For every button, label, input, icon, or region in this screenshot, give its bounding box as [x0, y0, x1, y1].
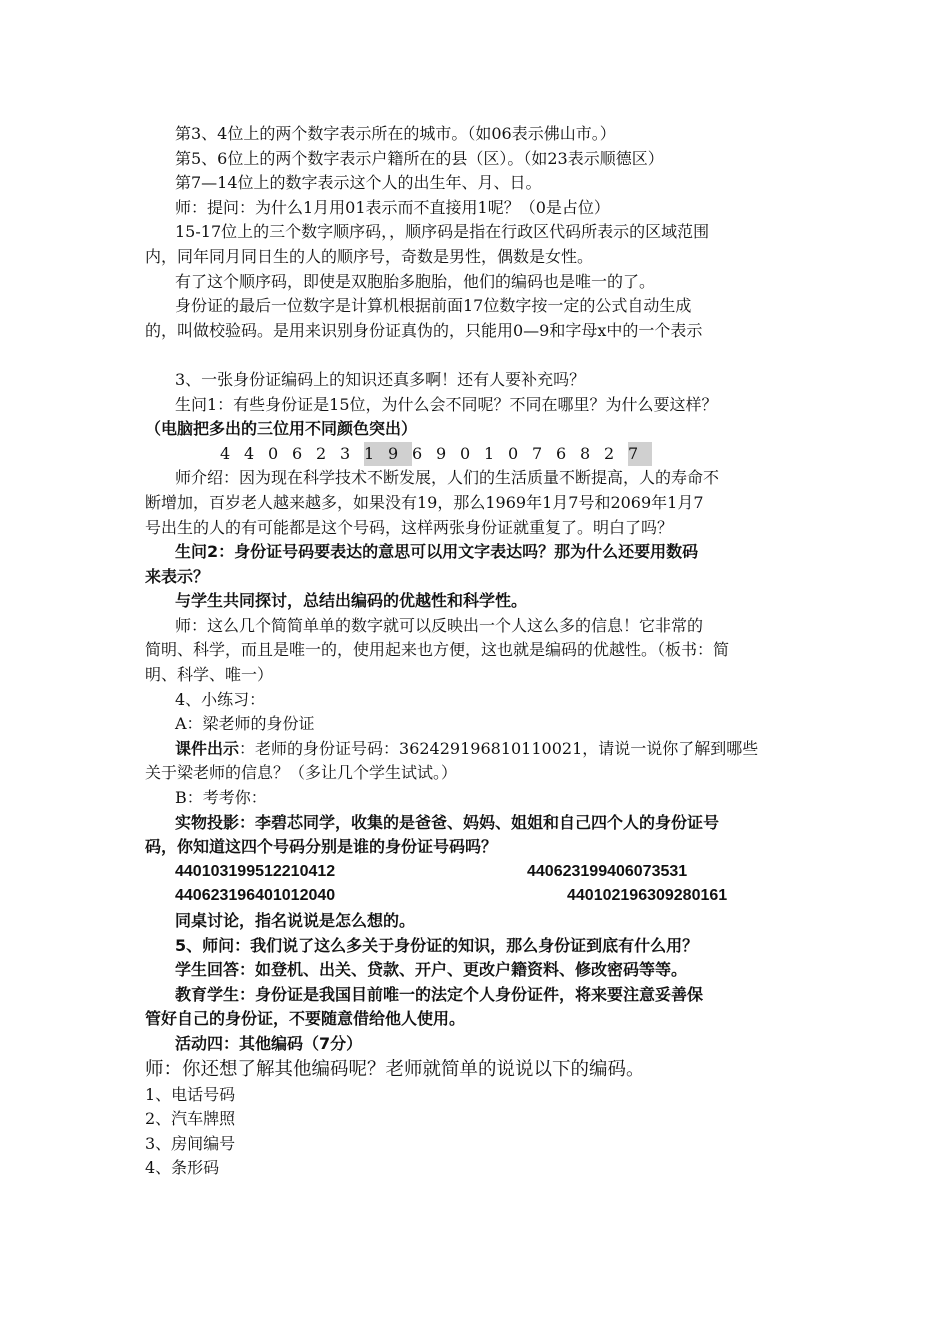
text-line: 的，叫做校验码。是用来识别身份证真伪的，只能用0—9和字母x中的一个表示	[145, 320, 703, 340]
list-item: 3、房间编号	[145, 1133, 236, 1153]
education-line: 教育学生：身份证是我国目前唯一的法定个人身份证件，将来要注意妥善保	[175, 984, 704, 1004]
id-digit: 4	[220, 443, 231, 463]
section-5-title: 5、师问：我们说了这么多关于身份证的知识，那么身份证到底有什么用？	[175, 935, 699, 955]
text-line: 师：提问：为什么1月用01表示而不直接用1呢？（0是占位）	[175, 197, 610, 217]
id-digit: 7	[532, 443, 543, 463]
text-line: 断增加，百岁老人越来越多，如果没有19，那么1969年1月7号和2069年1月7	[145, 492, 704, 512]
exercise-a: A：梁老师的身份证	[175, 714, 315, 734]
id-digits-row	[145, 442, 810, 467]
highlighted-digit: 1	[364, 442, 388, 467]
text-line: 内，同年同月同日生的人的顺序号，奇数是男性，偶数是女性。	[145, 246, 594, 266]
id-numbers-row-1	[145, 860, 810, 885]
student-answer: 学生回答：如登机、出关、贷款、开户、更改户籍资料、修改密码等等。	[175, 960, 688, 980]
id-number: 440623196401012040	[175, 887, 336, 905]
text-line: 简明、科学，而且是唯一的，使用起来也方便，这也就是编码的优越性。（板书：简	[145, 640, 730, 660]
courseware-line	[145, 737, 810, 762]
text-line: 师：这么几个简简单单的数字就可以反映出一个人这么多的信息！它非常的	[175, 615, 704, 635]
text-line: 号出生的人的有可能都是这个号码，这样两张身份证就重复了。明白了吗？	[145, 517, 674, 537]
id-digit: 0	[460, 443, 471, 463]
text-line: 明、科学、唯一）	[145, 665, 274, 685]
other-codes-intro: 师：你还想了解其他编码呢？老师就简单的说说以下的编码。	[145, 1058, 645, 1080]
text-line: 师介绍：因为现在科学技术不断发展，人们的生活质量不断提高，人的寿命不	[175, 468, 720, 488]
courseware-text: ：老师的身份证号码：362429196810110021，请说一说你了解到哪些	[239, 738, 759, 758]
list-item: 2、汽车牌照	[145, 1109, 236, 1129]
id-number: 440102196309280161	[567, 887, 728, 905]
section-3-title: 3、一张身份证编码上的知识还真多啊！还有人要补充吗？	[175, 369, 586, 389]
list-item: 1、电话号码	[145, 1084, 236, 1104]
highlighted-digit: 9	[388, 442, 412, 467]
highlighted-digit: 7	[628, 442, 652, 467]
discussion-line: 与学生共同探讨，总结出编码的优越性和科学性。	[175, 591, 528, 611]
id-digit: 6	[292, 443, 303, 463]
id-digit: 1	[484, 443, 495, 463]
id-number: 440103199512210412	[175, 862, 336, 880]
id-digit: 2	[316, 443, 327, 463]
education-line-cont: 管好自己的身份证，不要随意借给他人使用。	[145, 1009, 466, 1029]
id-digit: 9	[436, 443, 447, 463]
text-line: 有了这个顺序码，即使是双胞胎多胞胎，他们的编码也是唯一的了。	[175, 271, 656, 291]
question-1: 生问1：有些身份证是15位，为什么会不同呢？不同在哪里？为什么要这样？	[175, 394, 718, 414]
text-line: 第5、6位上的两个数字表示户籍所在的县（区）。（如23表示顺德区）	[175, 148, 664, 168]
blank-line	[145, 343, 810, 368]
projection-line: 实物投影：李碧芯同学，收集的是爸爸、妈妈、姐姐和自己四个人的身份证号	[175, 812, 720, 832]
id-digit: 2	[604, 443, 615, 463]
text-line: 第7—14位上的数字表示这个人的出生年、月、日。	[175, 173, 542, 193]
section-4-title: 4、小练习：	[175, 689, 266, 709]
question-2: 生问2：身份证号码要表达的意思可以用文字表达吗？那为什么还要用数码	[175, 542, 699, 562]
deskmate-line: 同桌讨论，指名说说是怎么想的。	[175, 911, 416, 930]
question-2-cont: 来表示？	[145, 566, 210, 586]
text-line: 关于梁老师的信息？（多让几个学生试试。）	[145, 763, 458, 783]
id-digit: 4	[244, 443, 255, 463]
id-digit: 6	[556, 443, 567, 463]
question-1-note: （电脑把多出的三位用不同颜色突出）	[145, 419, 418, 439]
id-digit: 3	[340, 443, 351, 463]
id-digit: 0	[508, 443, 519, 463]
id-digit: 8	[580, 443, 591, 463]
id-numbers-row-2	[145, 884, 810, 909]
list-item: 4、条形码	[145, 1158, 220, 1178]
id-digit: 6	[412, 443, 423, 463]
id-number: 440623199406073531	[527, 862, 688, 880]
courseware-label: 课件出示	[175, 738, 240, 758]
text-line: 身份证的最后一位数字是计算机根据前面17位数字按一定的公式自动生成	[175, 296, 692, 316]
document-page	[145, 122, 810, 1181]
activity-4-title: 活动四：其他编码（7分）	[175, 1033, 363, 1053]
projection-line-cont: 码，你知道这四个号码分别是谁的身份证号码吗？	[145, 837, 498, 857]
exercise-b: B：考考你：	[175, 788, 267, 808]
id-digit: 0	[268, 443, 279, 463]
text-line: 第3、4位上的两个数字表示所在的城市。（如06表示佛山市。）	[175, 124, 616, 143]
text-line: 15-17位上的三个数字顺序码，，顺序码是指在行政区代码所表示的区域范围	[175, 222, 710, 242]
